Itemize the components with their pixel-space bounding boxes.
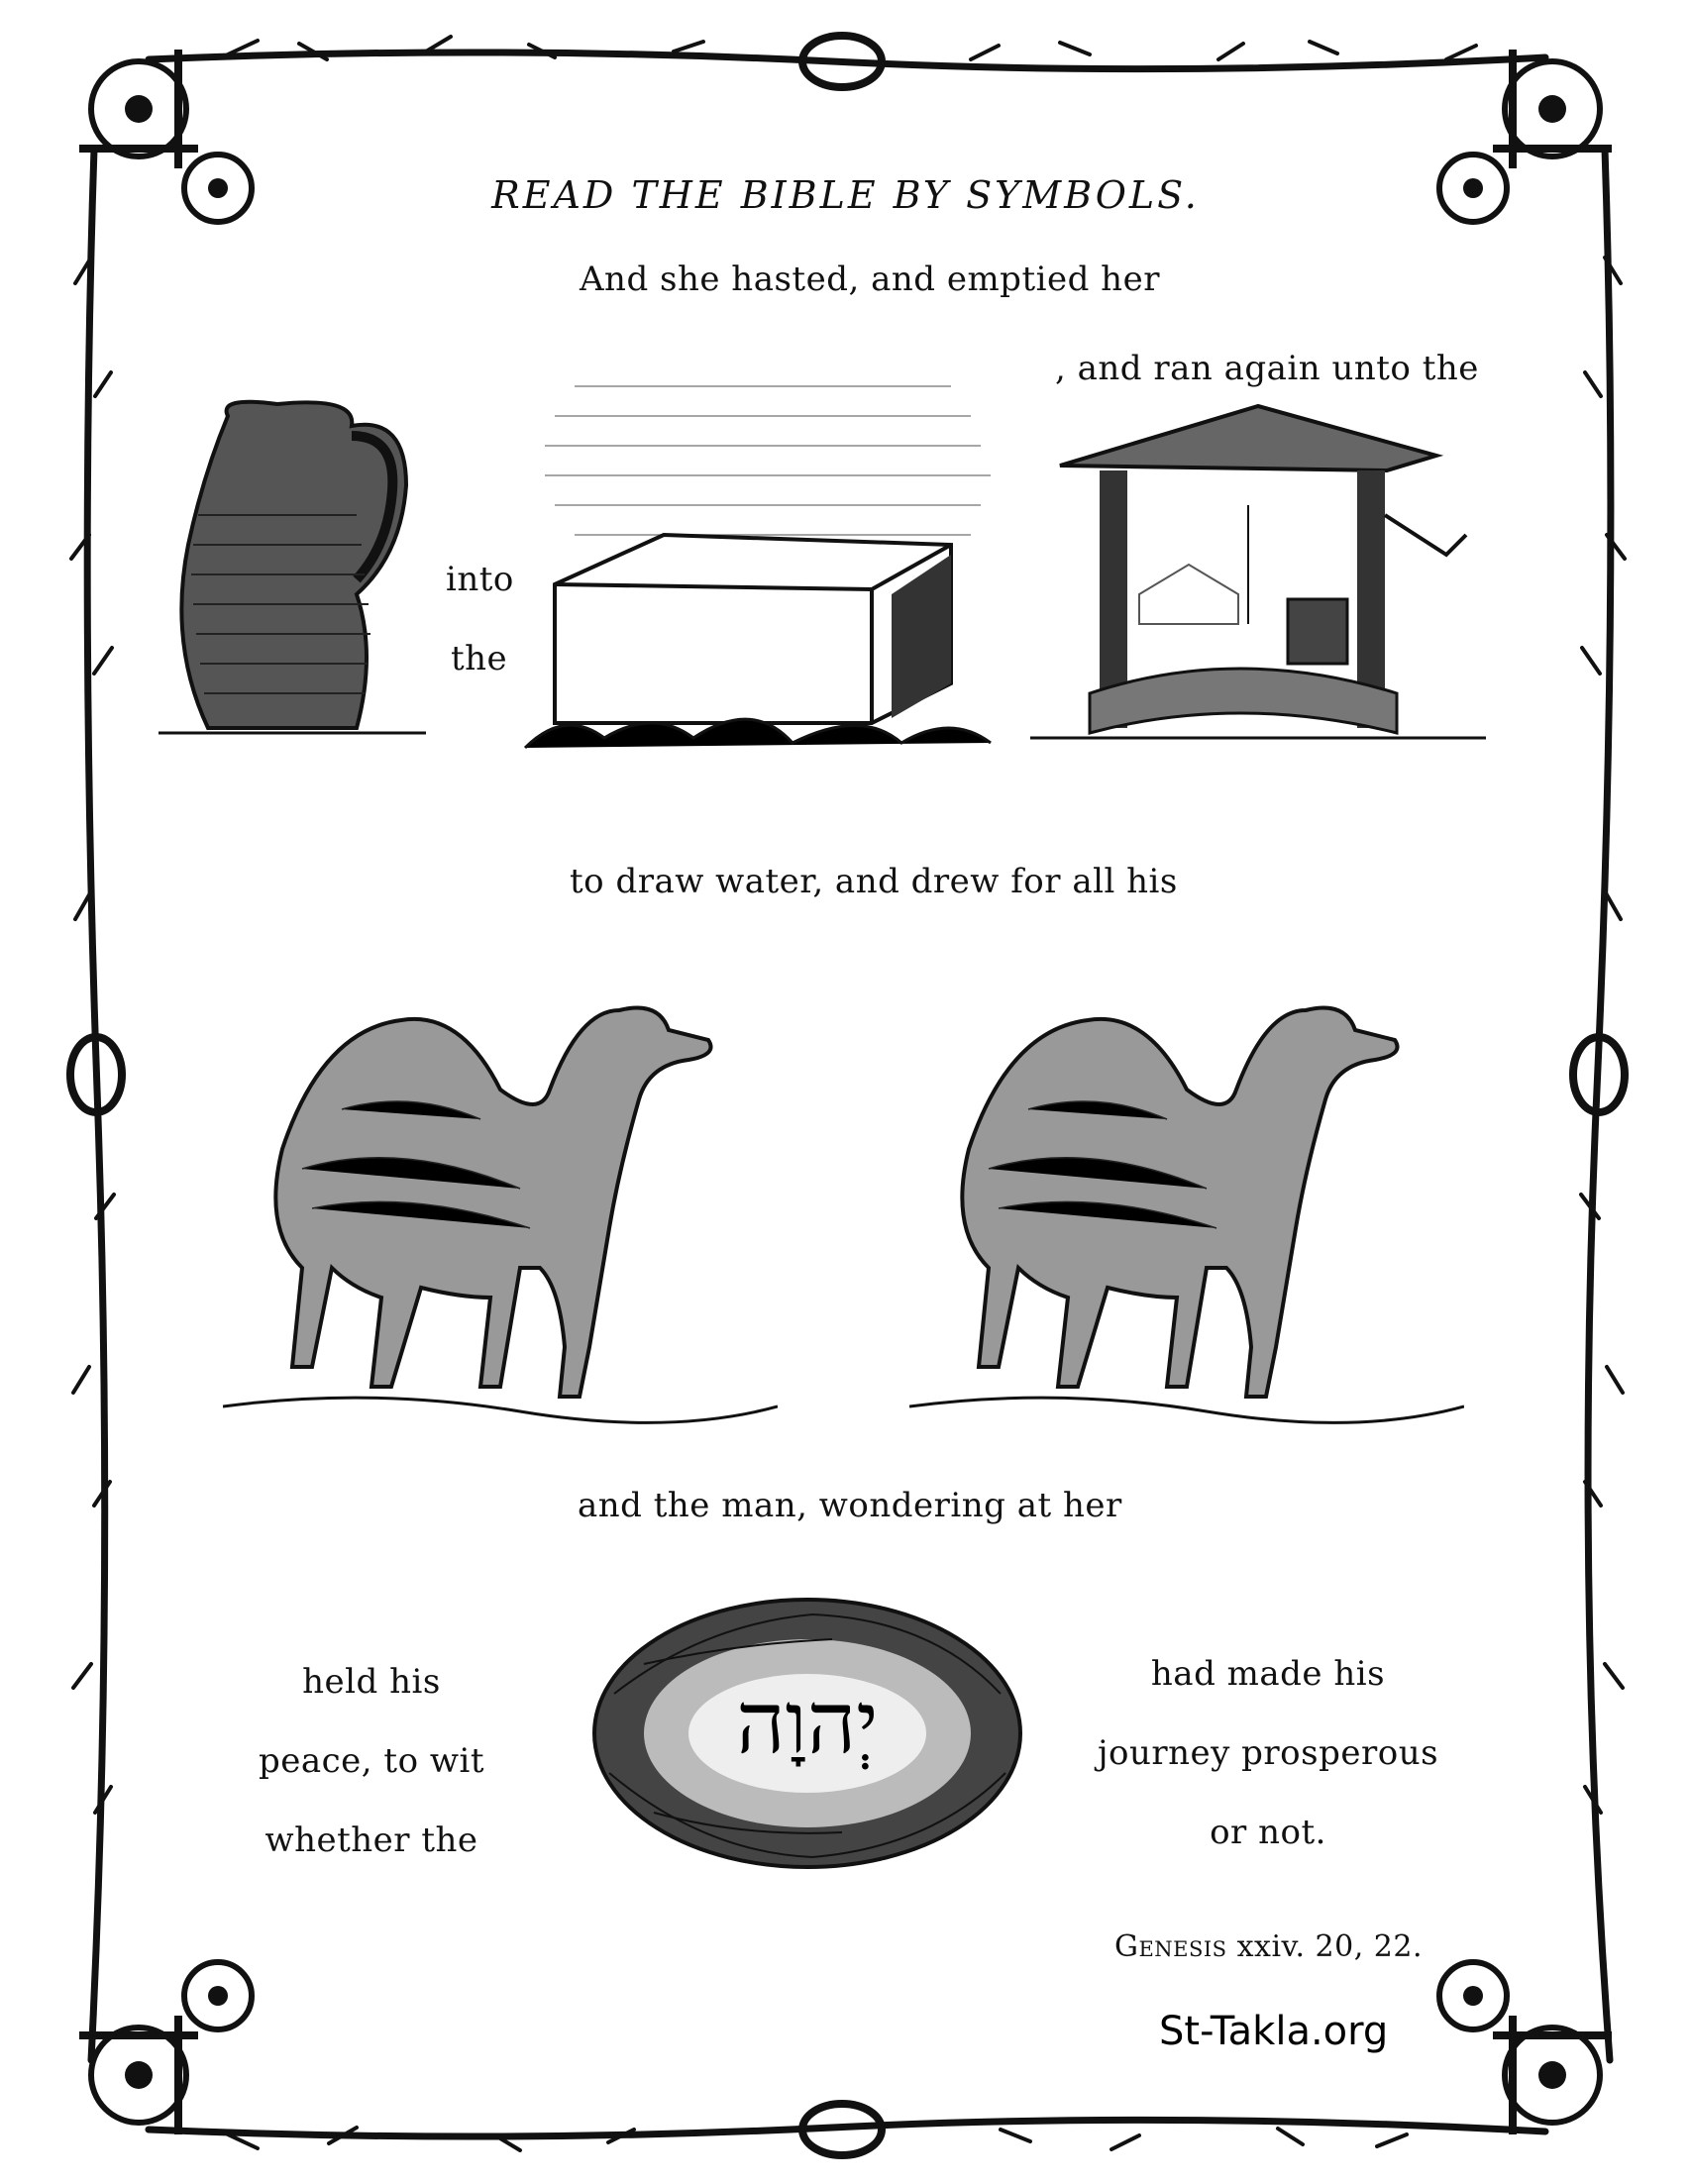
camel-icon [223,971,778,1436]
text-into: into [446,560,514,599]
right-text-3: or not. [1210,1813,1326,1852]
page-title: READ THE BIBLE BY SYMBOLS. [491,173,1200,217]
text-line-2: , and ran again unto the [1055,349,1479,388]
left-text-2: peace, to wit [258,1741,484,1781]
text-line-4: and the man, wondering at her [578,1486,1122,1525]
citation-ref: xxiv. 20, 22. [1236,1929,1423,1964]
right-text-1: had made his [1150,1654,1386,1694]
text-the: the [451,639,508,678]
text-line-3: to draw water, and drew for all his [570,862,1178,901]
watermark: St-Takla.org [1159,2009,1389,2054]
left-text-1: held his [302,1662,441,1702]
text-line-1: And she hasted, and emptied her [580,260,1160,299]
divine-name: יְהוָה [736,1674,879,1773]
citation-book: Genesis [1114,1929,1227,1964]
left-text-3: whether the [264,1820,478,1860]
trough-icon [515,357,1010,763]
pitcher-icon [159,396,426,743]
camel-icon [909,971,1464,1436]
well-icon [1030,396,1486,773]
citation [1114,1929,1423,1964]
right-text-2: journey prosperous [1097,1733,1439,1773]
